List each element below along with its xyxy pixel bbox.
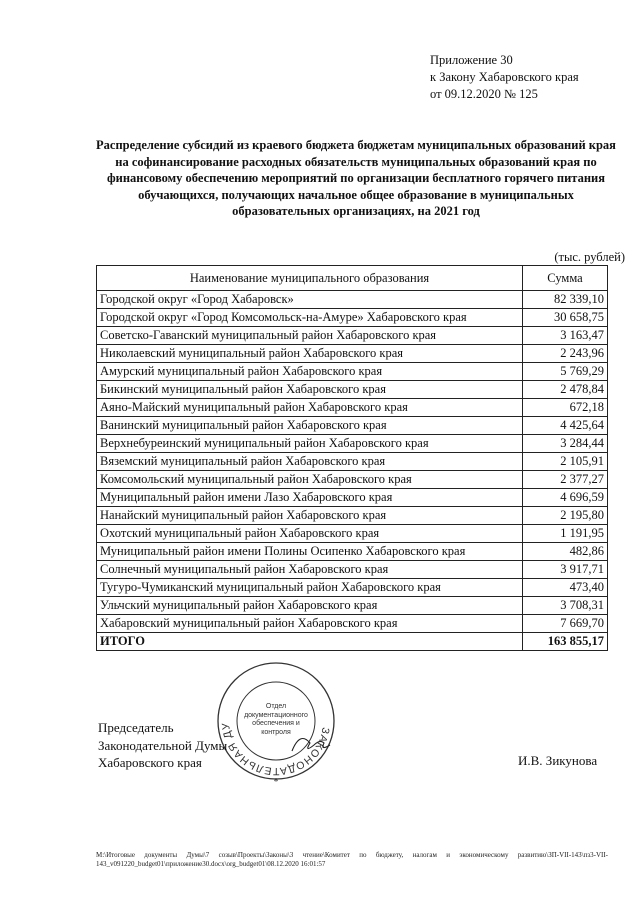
- stamp-center-text: Отдел документационного обеспечения и контроля: [244, 703, 308, 736]
- table-header-row: [97, 266, 608, 291]
- column-header-name: Наименование муниципального образования: [97, 266, 523, 291]
- subsidy-amount: 3 163,47: [523, 327, 608, 345]
- table-row: [97, 399, 608, 417]
- subsidy-amount: 5 769,29: [523, 363, 608, 381]
- municipality-name: Ульчский муниципальный район Хабаровского края: [97, 597, 523, 615]
- subsidy-table: [96, 265, 608, 651]
- municipality-name: Советско-Гаванский муниципальный район Хабаровского края: [97, 327, 523, 345]
- subsidy-amount: 2 478,84: [523, 381, 608, 399]
- table-row: [97, 597, 608, 615]
- municipality-name: Городской округ «Город Хабаровск»: [97, 291, 523, 309]
- subsidy-amount: 2 195,80: [523, 507, 608, 525]
- subsidy-amount: 3 917,71: [523, 561, 608, 579]
- signer-name: И.В. Зикунова: [518, 753, 598, 768]
- total-row: [97, 633, 608, 651]
- municipality-name: Нанайский муниципальный район Хабаровского края: [97, 507, 523, 525]
- subsidy-amount: 4 425,64: [523, 417, 608, 435]
- appendix-header: [430, 52, 579, 103]
- total-label: ИТОГО: [97, 633, 523, 651]
- stamp-seal-graphic: [214, 659, 338, 783]
- municipality-name: Городской округ «Город Комсомольск-на-Амуре» Хабаровского края: [97, 309, 523, 327]
- table-row: [97, 507, 608, 525]
- municipality-name: Бикинский муниципальный район Хабаровского края: [97, 381, 523, 399]
- table-row: [97, 615, 608, 633]
- subsidy-amount: 7 669,70: [523, 615, 608, 633]
- subsidy-amount: 3 708,31: [523, 597, 608, 615]
- signature-block: [98, 719, 227, 772]
- table-row: [97, 309, 608, 327]
- subsidy-amount: 4 696,59: [523, 489, 608, 507]
- unit-label: (тыс. рублей): [554, 250, 625, 264]
- signature-line-2: Законодательной Думы: [98, 737, 228, 753]
- total-amount: 163 855,17: [523, 633, 608, 651]
- subsidy-amount: 1 191,95: [523, 525, 608, 543]
- table-row: [97, 471, 608, 489]
- official-stamp: [214, 659, 338, 783]
- table-row: [97, 381, 608, 399]
- municipality-name: Вяземский муниципальный район Хабаровского края: [97, 453, 523, 471]
- subsidy-amount: 3 284,44: [523, 435, 608, 453]
- table-row: [97, 291, 608, 309]
- municipality-name: Ванинский муниципальный район Хабаровского края: [97, 417, 523, 435]
- stamp-ring-text: ЗАКОНОДАТЕЛЬНАЯ ДУ: [219, 721, 332, 778]
- table-row: [97, 435, 608, 453]
- municipality-name: Хабаровский муниципальный район Хабаровского края: [97, 615, 523, 633]
- municipality-name: Верхнебуреинский муниципальный район Хабаровского края: [97, 435, 523, 453]
- svg-text:*: *: [273, 777, 279, 783]
- subsidy-amount: 2 243,96: [523, 345, 608, 363]
- subsidy-amount: 482,86: [523, 543, 608, 561]
- document-title: Распределение субсидий из краевого бюджета бюджетам муниципальных образований края на софинансирование расходных обязательств муниципальных образований края по финансовому обеспечению мероприятий по организации бесплатного горячего питания обучающихся, получающих начальное общее образование в муниципальных образовательных организациях, на 2021 год: [96, 138, 616, 218]
- subsidy-amount: 30 658,75: [523, 309, 608, 327]
- table-row: [97, 453, 608, 471]
- subsidy-amount: 473,40: [523, 579, 608, 597]
- municipality-name: Солнечный муниципальный район Хабаровского края: [97, 561, 523, 579]
- table-row: [97, 345, 608, 363]
- municipality-name: Николаевский муниципальный район Хабаровского края: [97, 345, 523, 363]
- subsidy-amount: 2 105,91: [523, 453, 608, 471]
- municipality-name: Аяно-Майский муниципальный район Хабаровского края: [97, 399, 523, 417]
- table-row: [97, 363, 608, 381]
- signature-line-3: Хабаровского края: [98, 755, 202, 770]
- subsidy-amount: 2 377,27: [523, 471, 608, 489]
- table-row: [97, 579, 608, 597]
- column-header-sum: Сумма: [523, 266, 608, 291]
- municipality-name: Муниципальный район имени Лазо Хабаровского края: [97, 489, 523, 507]
- signature-line-1: Председатель: [98, 720, 174, 735]
- subsidy-amount: 672,18: [523, 399, 608, 417]
- municipality-name: Амурский муниципальный район Хабаровского края: [97, 363, 523, 381]
- table-row: [97, 525, 608, 543]
- table-row: [97, 417, 608, 435]
- table-body: [97, 291, 608, 651]
- table-row: [97, 327, 608, 345]
- appendix-line-2: к Закону Хабаровского края: [430, 70, 579, 84]
- municipality-name: Охотский муниципальный район Хабаровского края: [97, 525, 523, 543]
- municipality-name: Тугуро-Чумиканский муниципальный район Хабаровского края: [97, 579, 523, 597]
- table-row: [97, 561, 608, 579]
- table-row: [97, 489, 608, 507]
- appendix-line-1: Приложение 30: [430, 53, 513, 67]
- table-row: [97, 543, 608, 561]
- appendix-line-3: от 09.12.2020 № 125: [430, 87, 538, 101]
- subsidy-amount: 82 339,10: [523, 291, 608, 309]
- file-path-footer: M:\Итоговые документы Думы\7 созыв\Проекты\Законы\3 чтение\Комитет по бюджету, налогам и экономическому развитию\ЗП-VII-143\пз3-VII-143_v091220_budget01\приложение30.docx\org_budget01\08.12.2020 16:01:57: [96, 851, 608, 868]
- municipality-name: Комсомольский муниципальный район Хабаровского края: [97, 471, 523, 489]
- municipality-name: Муниципальный район имени Полины Осипенко Хабаровского края: [97, 543, 523, 561]
